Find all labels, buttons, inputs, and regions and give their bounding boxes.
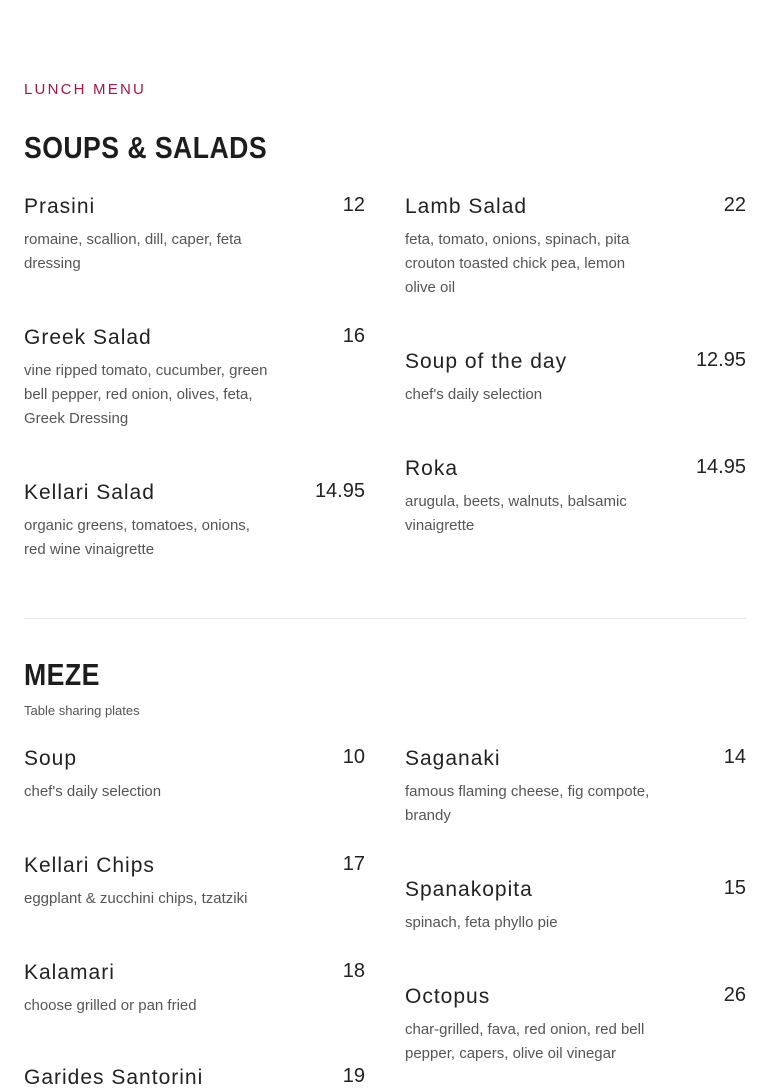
item-price: 18 (342, 960, 365, 982)
item-description: romaine, scallion, dill, caper, feta dressing (24, 231, 242, 272)
item-price: 12 (342, 194, 365, 216)
item-description: char-grilled, fava, red onion, red bell pepper, capers, olive oil vinegar (405, 1021, 645, 1062)
item-price: 10 (342, 746, 365, 768)
menu-item (405, 876, 746, 935)
item-name: Soup (24, 747, 78, 770)
item-description: feta, tomato, onions, spinach, pita crouton toasted chick pea, lemon olive oil (405, 231, 630, 296)
menu-item (24, 1064, 365, 1092)
item-description: choose grilled or pan fried (24, 997, 197, 1014)
item-description: spinach, feta phyllo pie (405, 914, 558, 931)
menu-item (24, 479, 365, 562)
item-name: Kellari Chips (24, 854, 155, 877)
item-name: Prasini (24, 195, 96, 218)
item-description: vine ripped tomato, cucumber, green bell pepper, red onion, olives, feta, Greek Dressing (24, 362, 268, 427)
menu-item (405, 455, 746, 538)
section-subtitle-meze: Table sharing plates (24, 703, 140, 718)
item-price: 26 (723, 984, 746, 1006)
menu-item (24, 959, 365, 1018)
item-description: organic greens, tomatoes, onions, red wine vinaigrette (24, 517, 250, 558)
item-description: chef's daily selection (24, 783, 162, 800)
item-description: eggplant & zucchini chips, tzatziki (24, 890, 248, 907)
item-name: Greek Salad (24, 326, 152, 349)
menu-item (405, 983, 746, 1066)
item-name: Garides Santorini (24, 1066, 204, 1089)
item-name: Kellari Salad (24, 481, 155, 504)
item-price: 17 (342, 853, 365, 875)
item-description: arugula, beets, walnuts, balsamic vinaigrette (405, 493, 627, 534)
section-title-soups-salads: SOUPS & SALADS (24, 130, 268, 165)
item-price: 14.95 (695, 456, 746, 478)
item-description: chef's daily selection (405, 386, 543, 403)
menu-item (405, 193, 746, 300)
item-description: famous flaming cheese, fig compote, brandy (405, 783, 650, 824)
item-name: Spanakopita (405, 878, 533, 901)
menu-item (24, 745, 365, 804)
item-price: 14.95 (314, 480, 365, 502)
menu-item (405, 348, 746, 407)
menu-item (24, 852, 365, 911)
item-price: 16 (342, 325, 365, 347)
item-name: Lamb Salad (405, 195, 528, 218)
menu-eyebrow: LUNCH MENU (24, 81, 147, 98)
item-price: 22 (723, 194, 746, 216)
item-name: Kalamari (24, 961, 115, 984)
item-name: Roka (405, 457, 459, 480)
menu-item (24, 193, 365, 276)
item-price: 15 (723, 877, 746, 899)
item-name: Saganaki (405, 747, 501, 770)
item-price: 12.95 (695, 349, 746, 371)
section-divider (24, 618, 746, 619)
item-price: 19 (342, 1065, 365, 1087)
item-price: 14 (723, 746, 746, 768)
item-name: Soup of the day (405, 350, 568, 373)
section-title-meze: MEZE (24, 657, 100, 692)
menu-item (24, 324, 365, 431)
menu-item (405, 745, 746, 828)
item-name: Octopus (405, 985, 491, 1008)
